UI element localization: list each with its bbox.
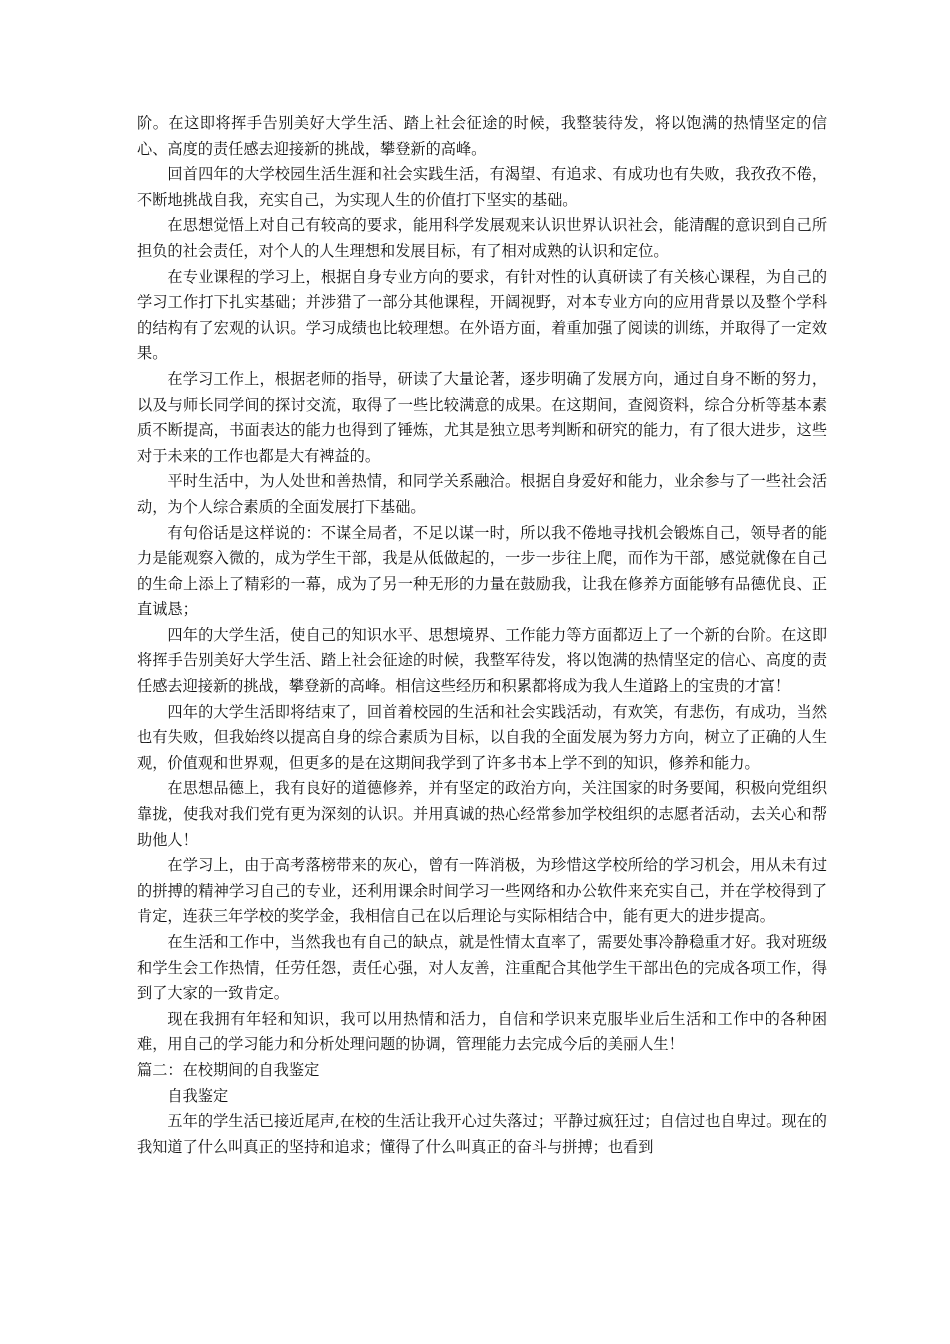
paragraph: 五年的学生活已接近尾声,在校的生活让我开心过失落过；平静过疯狂过；自信过也自卑过。现在的我知道了什么叫真正的坚持和追求；懂得了什么叫真正的奋斗与拼搏；也看到 [137,1112,827,1156]
paragraph: 在学习上，由于高考落榜带来的灰心，曾有一阵消极，为珍惜这学校所给的学习机会，用从未有过的拼搏的精神学习自己的专业，还利用课余时间学习一些网络和办公软件来充实自己，并在学校得到了肯定，连获三年学校的奖学金，我相信自己在以后理论与实际相结合中，能有更大的进步提高。 [137,856,827,926]
document-body [137,111,827,1160]
paragraph: 四年的大学生活即将结束了，回首着校园的生活和社会实践活动，有欢笑，有悲伤，有成功，当然也有失败，但我始终以提高自身的综合素质为目标，以自我的全面发展为努力方向，树立了正确的人生观，价值观和世界观，但更多的是在这期间我学到了许多书本上学不到的知识，修养和能力。 [137,702,827,772]
paragraph: 在思想品德上，我有良好的道德修养，并有坚定的政治方向，关注国家的时务要闻，积极向党组织靠拢，使我对我们党有更为深刻的认识。并用真诚的热心经常参加学校组织的志愿者活动，去关心和帮助他人！ [137,779,827,849]
paragraph: 在专业课程的学习上，根据自身专业方向的要求，有针对性的认真研读了有关核心课程，为自己的学习工作打下扎实基础；并涉猎了一部分其他课程，开阔视野，对本专业方向的应用背景以及整个学科的结构有了宏观的认识。学习成绩也比较理想。在外语方面，着重加强了阅读的训练，并取得了一定效果。 [137,267,827,363]
paragraph: 现在我拥有年轻和知识，我可以用热情和活力，自信和学识来克服毕业后生活和工作中的各种困难，用自己的学习能力和分析处理问题的协调，管理能力去完成今后的美丽人生！ [137,1009,827,1054]
section-heading: 篇二：在校期间的自我鉴定 [137,1060,320,1079]
paragraph: 回首四年的大学校园生活生涯和社会实践生活，有渴望、有追求、有成功也有失败，我孜孜不倦，不断地挑战自我，充实自己，为实现人生的价值打下坚实的基础。 [137,165,827,209]
paragraph: 在思想觉悟上对自己有较高的要求，能用科学发展观来认识世界认识社会，能清醒的意识到自己所担负的社会责任，对个人的人生理想和发展目标，有了相对成熟的认识和定位。 [137,216,827,260]
paragraph: 在生活和工作中，当然我也有自己的缺点，就是性情太直率了，需要处事冷静稳重才好。我对班级和学生会工作热情，任劳任怨，责任心强，对人友善，注重配合其他学生干部出色的完成各项工作，得到了大家的一致肯定。 [137,933,827,1003]
paragraph: 平时生活中，为人处世和善热情，和同学关系融洽。根据自身爱好和能力，业余参与了一些社会活动，为个人综合素质的全面发展打下基础。 [137,472,827,516]
paragraph: 有句俗话是这样说的：不谋全局者，不足以谋一时，所以我不倦地寻找机会锻炼自己，领导者的能力是能观察入微的，成为学生干部，我是从低做起的，一步一步往上爬，而作为干部，感觉就像在自己的生命上添上了精彩的一幕，成为了另一种无形的力量在鼓励我，让我在修养方面能够有品德优良、正直诚恳； [137,523,827,619]
paragraph: 四年的大学生活，使自己的知识水平、思想境界、工作能力等方面都迈上了一个新的台阶。在这即将挥手告别美好大学生活、踏上社会征途的时候，我整军待发，将以饱满的热情坚定的信心、高度的责任感去迎接新的挑战，攀登新的高峰。相信这些经历和积累都将成为我人生道路上的宝贵的才富！ [137,625,827,696]
section-subheading: 自我鉴定 [167,1086,229,1105]
paragraph: 在学习工作上，根据老师的指导，研读了大量论著，逐步明确了发展方向，通过自身不断的努力，以及与师长同学间的探讨交流，取得了一些比较满意的成果。在这期间，查阅资料，综合分析等基本素质不断提高，书面表达的能力也得到了锤炼，尤其是独立思考判断和研究的能力，有了很大进步，这些对于未来的工作也都是大有裨益的。 [137,369,827,465]
paragraph: 阶。在这即将挥手告别美好大学生活、踏上社会征途的时候，我整装待发，将以饱满的热情坚定的信心、高度的责任感去迎接新的挑战，攀登新的高峰。 [137,114,827,158]
